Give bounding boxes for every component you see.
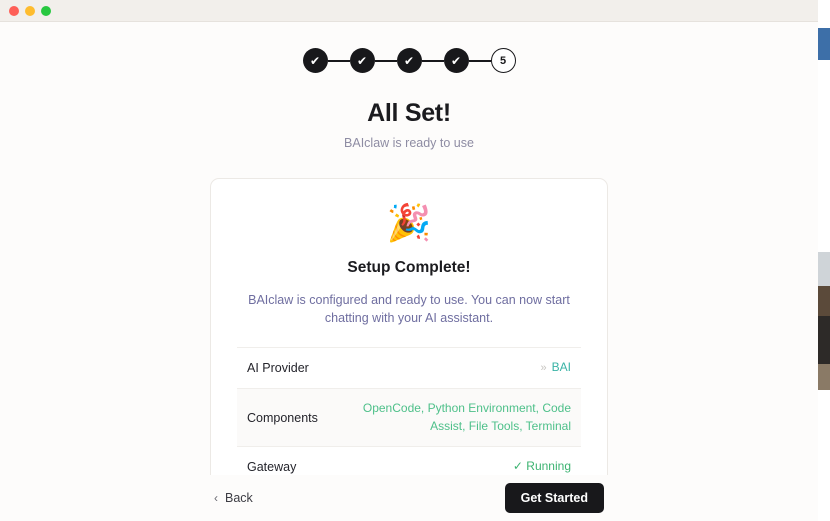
back-button[interactable] [214,491,253,505]
setup-complete-card [210,178,608,521]
summary-row-components [237,389,581,447]
step-connector-4 [469,60,491,62]
summary-value-ai-provider [541,359,571,377]
step-2[interactable] [350,48,375,73]
step-connector-3 [422,60,444,62]
edge-segment-0 [818,0,830,28]
summary-label-gateway: Gateway [247,459,297,474]
get-started-button[interactable]: Get Started [505,483,604,513]
edge-segment-3 [818,252,830,286]
step-2-label: ✔ [356,53,368,68]
page-subtitle: BAIclaw is ready to use [344,136,474,150]
edge-segment-5 [818,316,830,364]
minimize-window-button[interactable] [25,6,35,16]
close-window-button[interactable] [9,6,19,16]
background-app-edge[interactable] [818,0,830,521]
party-popper-icon: 🎉 [386,202,432,243]
edge-segment-2 [818,60,830,252]
card-description: BAIclaw is configured and ready to use. You can now start chatting with your AI assistant. [248,293,570,326]
main-content [0,22,818,521]
summary-value-components: OpenCode, Python Environment, Code Assist, File Tools, Terminal [362,401,571,433]
setup-stepper [0,48,818,73]
chevron-left-icon: ‹ [214,491,218,505]
maximize-window-button[interactable] [41,6,51,16]
title-bar [0,0,830,22]
edge-segment-1 [818,28,830,60]
step-4[interactable] [444,48,469,73]
summary-row-ai-provider [237,348,581,389]
back-button-label: Back [225,491,253,505]
summary-label-ai-provider: AI Provider [247,361,309,376]
ai-provider-name: BAI [551,360,571,375]
step-5-label: 5 [499,54,507,67]
wizard-footer [0,475,818,521]
step-5[interactable] [491,48,516,73]
step-1-label: ✔ [309,53,321,68]
step-4-label: ✔ [450,53,462,68]
card-title: Setup Complete! [347,259,471,276]
step-connector-2 [375,60,397,62]
step-3[interactable] [397,48,422,73]
chevron-right-icon: » [540,362,547,375]
step-1[interactable] [303,48,328,73]
page-title: All Set! [367,99,451,127]
edge-segment-4 [818,286,830,316]
step-3-label: ✔ [403,53,415,68]
summary-label-components: Components [247,410,318,425]
edge-segment-7 [818,390,830,521]
summary-value-gateway: ✓ Running [512,458,571,473]
edge-segment-6 [818,364,830,390]
summary-table [237,347,581,487]
step-connector-1 [328,60,350,62]
